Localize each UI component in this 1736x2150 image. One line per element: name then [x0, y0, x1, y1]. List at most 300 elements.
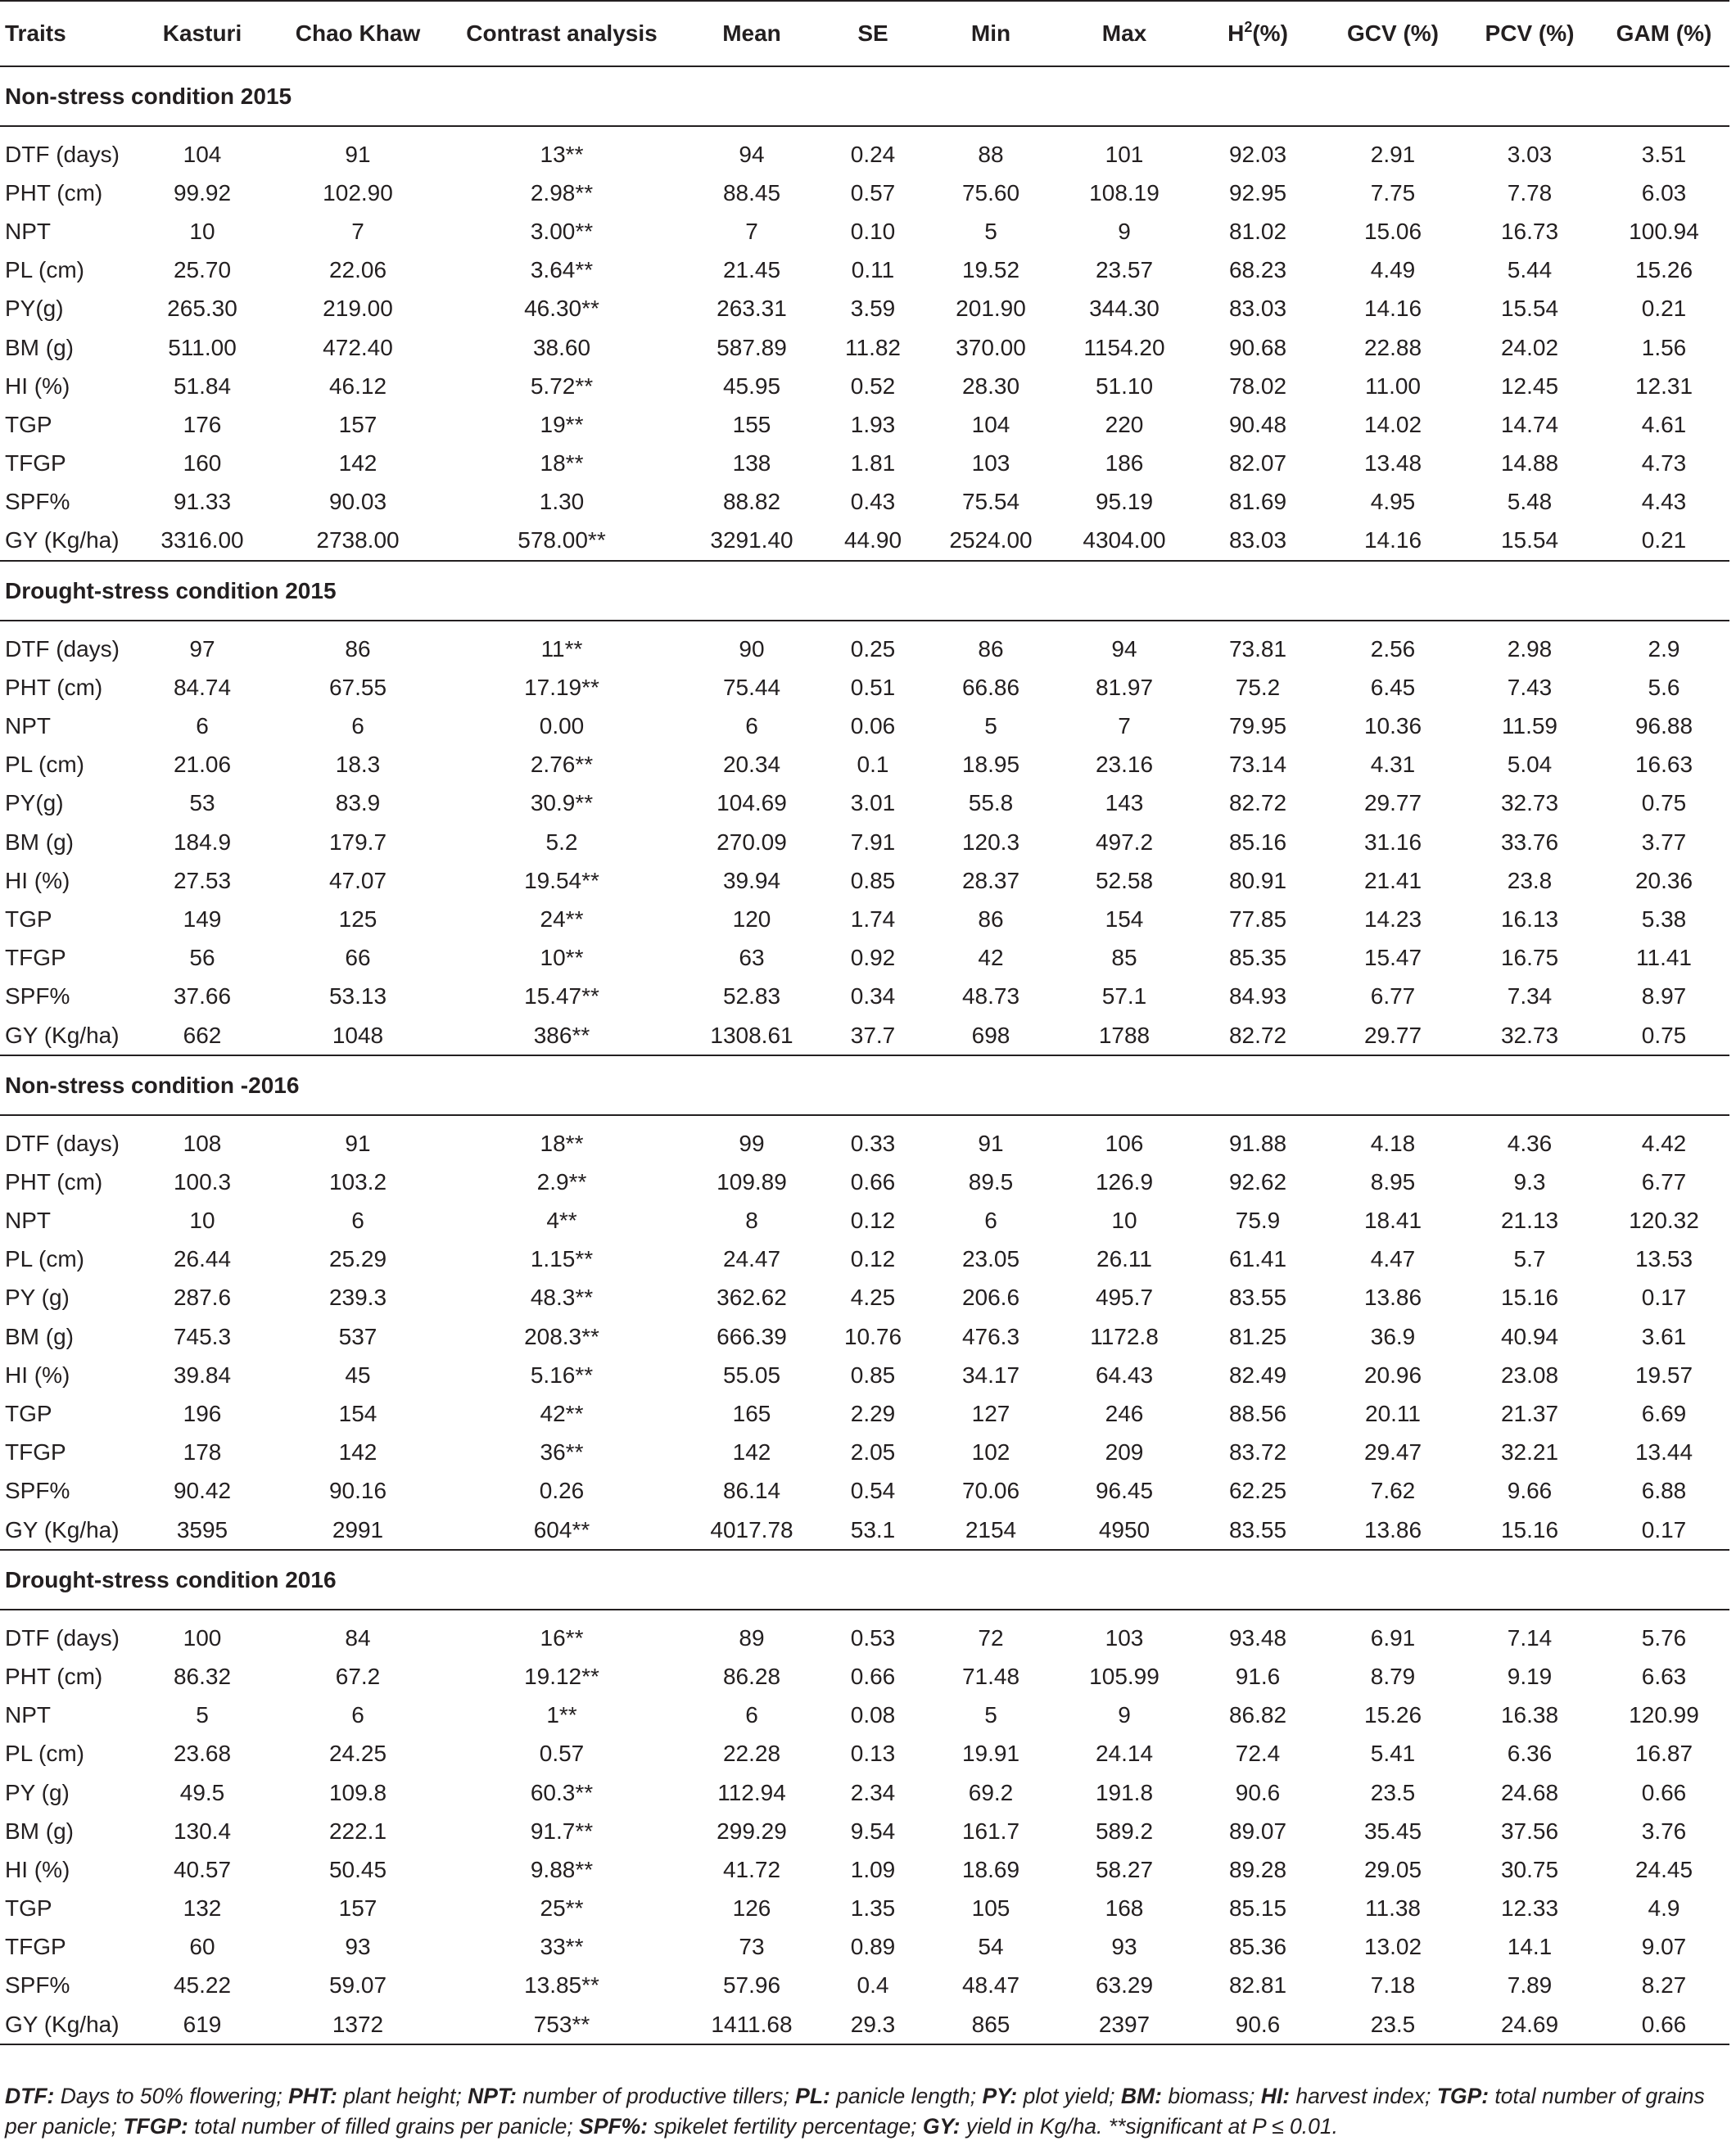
cell-se: 29.3 — [822, 2005, 924, 2044]
cell-se: 2.29 — [850, 1401, 896, 1427]
cell-gcv: 22.88 — [1363, 334, 1422, 360]
cell-min: 75.54 — [961, 489, 1020, 515]
table-row — [0, 126, 1729, 174]
cell-kasturi: 51.84 — [173, 373, 232, 399]
cell-max: 1788 — [1058, 1016, 1191, 1055]
table-row — [0, 784, 1729, 823]
footnote-definition: biomass; — [1161, 2084, 1261, 2108]
cell-kasturi: 265.30 — [167, 296, 237, 322]
cell-se: 10.76 — [843, 1323, 902, 1349]
cell-gcv: 13.86 — [1363, 1285, 1422, 1311]
cell-pcv: 12.33 — [1500, 1895, 1559, 1922]
cell-trait: PHT (cm) — [5, 674, 103, 700]
cell-gam: 13.53 — [1634, 1246, 1693, 1272]
cell-h2: 81.25 — [1228, 1323, 1287, 1349]
cell-max: 93 — [1111, 1934, 1137, 1960]
cell-se: 1.35 — [850, 1895, 896, 1922]
cell-mean: 270.09 — [717, 829, 787, 855]
cell-chao-khaw: 157 — [338, 411, 377, 437]
cell-max: 95.19 — [1095, 489, 1154, 515]
cell-gam: 12.31 — [1634, 373, 1693, 399]
cell-gcv: 5.41 — [1370, 1741, 1416, 1767]
cell-mean: 587.89 — [717, 334, 787, 360]
cell-kasturi: 160 — [183, 450, 222, 477]
header-gcv: GCV (%) — [1325, 1, 1461, 66]
header-traits: Traits — [0, 1, 131, 66]
cell-min: 2524.00 — [924, 522, 1058, 561]
cell-pcv: 7.78 — [1507, 179, 1553, 206]
cell-min: 104 — [971, 411, 1010, 437]
cell-gcv: 35.45 — [1363, 1818, 1422, 1844]
cell-contrast: 9.88** — [530, 1856, 594, 1882]
header-kasturi: Kasturi — [131, 1, 274, 66]
cell-pcv: 9.19 — [1507, 1663, 1553, 1689]
cell-kasturi: 27.53 — [173, 867, 232, 893]
table-row — [0, 405, 1729, 444]
cell-gcv: 13.86 — [1325, 1511, 1461, 1550]
table-row — [0, 1850, 1729, 1889]
cell-mean: 155 — [732, 411, 771, 437]
cell-chao-khaw: 59.07 — [328, 1972, 387, 1999]
cell-pcv: 30.75 — [1500, 1856, 1559, 1882]
table-row — [0, 1610, 1729, 1657]
cell-min: 86 — [978, 906, 1004, 932]
cell-h2: 89.07 — [1228, 1818, 1287, 1844]
cell-kasturi: 196 — [183, 1401, 222, 1427]
cell-h2: 80.91 — [1228, 867, 1287, 893]
cell-se: 1.09 — [850, 1856, 896, 1882]
cell-chao-khaw: 102.90 — [323, 179, 393, 206]
footnote-definition: spikelet fertility percentage; — [648, 2114, 923, 2139]
cell-trait: PL (cm) — [5, 752, 84, 778]
cell-gam: 4.61 — [1641, 411, 1687, 437]
section-header-row — [0, 1055, 1729, 1115]
cell-trait: BM (g) — [5, 334, 74, 360]
cell-chao-khaw: 93 — [345, 1934, 371, 1960]
cell-h2: 83.55 — [1191, 1511, 1325, 1550]
cell-gam: 6.77 — [1641, 1168, 1687, 1195]
cell-contrast: 60.3** — [530, 1779, 594, 1805]
cell-trait: GY (Kg/ha) — [0, 1016, 131, 1055]
cell-trait: TGP — [5, 411, 52, 437]
table-row — [0, 1016, 1729, 1055]
cell-gcv: 21.41 — [1363, 867, 1422, 893]
cell-se: 1.93 — [850, 411, 896, 437]
cell-chao-khaw: 219.00 — [323, 296, 393, 322]
cell-max: 81.97 — [1095, 674, 1154, 700]
cell-min: 42 — [978, 945, 1004, 971]
cell-se: 0.52 — [850, 373, 896, 399]
cell-chao-khaw: 537 — [338, 1323, 377, 1349]
cell-chao-khaw: 6 — [351, 713, 364, 739]
cell-max: 103 — [1105, 1624, 1144, 1651]
cell-min: 105 — [971, 1895, 1010, 1922]
cell-kasturi: 90.42 — [173, 1478, 232, 1504]
cell-chao-khaw: 1372 — [274, 2005, 442, 2044]
cell-pcv: 7.89 — [1507, 1972, 1553, 1999]
cell-max: 26.11 — [1096, 1246, 1152, 1272]
cell-max: 23.16 — [1095, 752, 1154, 778]
cell-trait: PY (g) — [5, 1285, 70, 1311]
cell-min: 18.95 — [961, 752, 1020, 778]
cell-gam: 120.32 — [1629, 1208, 1699, 1234]
cell-kasturi: 53 — [189, 790, 215, 816]
cell-contrast: 38.60 — [532, 334, 591, 360]
cell-contrast: 16** — [540, 1624, 584, 1651]
cell-gam: 6.69 — [1641, 1401, 1687, 1427]
cell-chao-khaw: 1048 — [274, 1016, 442, 1055]
cell-se: 3.01 — [850, 790, 896, 816]
cell-mean: 6 — [745, 1702, 758, 1728]
header-min: Min — [924, 1, 1058, 66]
cell-contrast: 11** — [540, 635, 583, 662]
cell-contrast: 386** — [442, 1016, 681, 1055]
cell-kasturi: 21.06 — [173, 752, 232, 778]
cell-gcv: 11.00 — [1365, 373, 1421, 399]
cell-mean: 89 — [739, 1624, 765, 1651]
cell-min: 127 — [971, 1401, 1010, 1427]
cell-kasturi: 176 — [183, 411, 222, 437]
cell-mean: 63 — [739, 945, 765, 971]
table-footnote — [5, 2081, 1729, 2142]
cell-kasturi: 745.3 — [173, 1323, 232, 1349]
footnote-term: SPF%: — [579, 2114, 649, 2139]
cell-gam: 0.17 — [1641, 1285, 1687, 1311]
footnote-definition: total number of grains per panicle; — [5, 2084, 1705, 2139]
cell-gcv: 15.26 — [1363, 1702, 1422, 1728]
cell-min: 28.30 — [961, 373, 1020, 399]
cell-trait: SPF% — [5, 983, 70, 1010]
cell-min: 48.73 — [961, 983, 1020, 1010]
table-row — [0, 1657, 1729, 1696]
cell-h2: 75.9 — [1235, 1208, 1281, 1234]
cell-trait: NPT — [5, 1702, 51, 1728]
cell-se: 0.4 — [857, 1972, 889, 1999]
cell-h2: 81.02 — [1228, 218, 1287, 244]
cell-min: 34.17 — [961, 1362, 1020, 1388]
cell-gam: 3.61 — [1641, 1323, 1687, 1349]
cell-gcv: 10.36 — [1363, 713, 1422, 739]
cell-trait: NPT — [5, 713, 51, 739]
table-row — [0, 1394, 1729, 1433]
table-row — [0, 328, 1729, 367]
cell-gcv: 11.38 — [1365, 1895, 1421, 1922]
cell-gcv: 29.77 — [1325, 1016, 1461, 1055]
cell-pcv: 24.69 — [1461, 2005, 1598, 2044]
cell-kasturi: 511.00 — [168, 334, 237, 360]
cell-min: 5 — [984, 713, 997, 739]
cell-gam: 4.42 — [1641, 1130, 1687, 1156]
cell-min: 18.69 — [961, 1856, 1020, 1882]
cell-pcv: 37.56 — [1500, 1818, 1559, 1844]
cell-h2: 82.81 — [1228, 1972, 1287, 1999]
cell-chao-khaw: 46.12 — [328, 373, 387, 399]
cell-gam: 3.76 — [1641, 1818, 1687, 1844]
table-row — [0, 1928, 1729, 1967]
header-h2-suffix: (%) — [1252, 20, 1288, 46]
cell-min: 70.06 — [961, 1478, 1020, 1504]
cell-gcv: 4.47 — [1370, 1246, 1416, 1272]
cell-gcv: 29.77 — [1363, 790, 1422, 816]
table-row — [0, 367, 1729, 405]
cell-se: 7.91 — [850, 829, 896, 855]
cell-mean: 39.94 — [722, 867, 781, 893]
cell-max: 344.30 — [1089, 296, 1160, 322]
cell-max: 4304.00 — [1058, 522, 1191, 561]
cell-max: 209 — [1105, 1439, 1144, 1466]
cell-pcv: 32.73 — [1500, 790, 1559, 816]
cell-h2: 82.72 — [1228, 790, 1287, 816]
cell-gam: 15.26 — [1634, 257, 1693, 283]
cell-contrast: 2.9** — [536, 1168, 587, 1195]
table-row — [0, 290, 1729, 328]
cell-se: 3.59 — [850, 296, 896, 322]
cell-trait: SPF% — [5, 1972, 70, 1999]
header-max: Max — [1058, 1, 1191, 66]
cell-mean: 57.96 — [722, 1972, 781, 1999]
cell-mean: 24.47 — [722, 1246, 781, 1272]
cell-chao-khaw: 222.1 — [328, 1818, 387, 1844]
cell-chao-khaw: 142 — [338, 1439, 377, 1466]
cell-h2: 81.69 — [1228, 489, 1287, 515]
cell-min: 66.86 — [961, 674, 1020, 700]
cell-se: 0.53 — [850, 1624, 896, 1651]
cell-gcv: 14.16 — [1363, 296, 1422, 322]
table-row — [0, 668, 1729, 707]
cell-kasturi: 132 — [183, 1895, 222, 1922]
cell-trait: DTF (days) — [5, 141, 120, 167]
cell-se: 0.85 — [850, 867, 896, 893]
cell-max: 154 — [1105, 906, 1144, 932]
cell-contrast: 24** — [540, 906, 584, 932]
table-row — [0, 1434, 1729, 1472]
cell-chao-khaw: 179.7 — [328, 829, 387, 855]
cell-max: 1154.20 — [1083, 334, 1165, 360]
table-row — [0, 251, 1729, 290]
cell-contrast: 36** — [540, 1439, 584, 1466]
cell-mean: 8 — [745, 1208, 758, 1234]
cell-gcv: 36.9 — [1370, 1323, 1416, 1349]
cell-se: 2.34 — [850, 1779, 896, 1805]
cell-contrast: 604** — [442, 1511, 681, 1550]
cell-gam: 0.17 — [1598, 1511, 1729, 1550]
table-row — [0, 1472, 1729, 1511]
table-row — [0, 746, 1729, 784]
cell-mean: 88.45 — [722, 179, 781, 206]
table-row — [0, 861, 1729, 900]
cell-mean: 21.45 — [722, 257, 781, 283]
cell-chao-khaw: 6 — [351, 1208, 364, 1234]
cell-pcv: 16.13 — [1500, 906, 1559, 932]
cell-kasturi: 662 — [131, 1016, 274, 1055]
cell-gcv: 18.41 — [1363, 1208, 1422, 1234]
cell-contrast: 3.00** — [530, 218, 594, 244]
cell-gam: 16.87 — [1634, 1741, 1693, 1767]
cell-trait: BM (g) — [5, 829, 74, 855]
cell-chao-khaw: 53.13 — [328, 983, 387, 1010]
cell-min: 19.52 — [961, 257, 1020, 283]
cell-mean: 73 — [739, 1934, 765, 1960]
cell-kasturi: 84.74 — [173, 674, 232, 700]
cell-contrast: 30.9** — [530, 790, 594, 816]
cell-gcv: 29.47 — [1363, 1439, 1422, 1466]
cell-contrast: 5.72** — [530, 373, 594, 399]
cell-pcv: 32.21 — [1500, 1439, 1559, 1466]
cell-contrast: 13** — [540, 141, 584, 167]
header-gam: GAM (%) — [1598, 1, 1729, 66]
cell-h2: 90.6 — [1191, 2005, 1325, 2044]
cell-pcv: 15.16 — [1461, 1511, 1598, 1550]
cell-gam: 8.27 — [1641, 1972, 1687, 1999]
cell-min: 23.05 — [961, 1246, 1020, 1272]
cell-gam: 19.57 — [1634, 1362, 1693, 1388]
footnote-definition: plant height; — [337, 2084, 468, 2108]
cell-gam: 0.66 — [1598, 2005, 1729, 2044]
cell-min: 2154 — [924, 1511, 1058, 1550]
cell-min: 102 — [971, 1439, 1010, 1466]
table-row — [0, 1696, 1729, 1735]
section-header-row — [0, 66, 1729, 126]
cell-se: 0.08 — [850, 1702, 896, 1728]
cell-pcv: 7.34 — [1507, 983, 1553, 1010]
cell-max: 191.8 — [1095, 1779, 1154, 1805]
cell-trait: PL (cm) — [5, 257, 84, 283]
table-row — [0, 1115, 1729, 1163]
cell-max: 168 — [1105, 1895, 1144, 1922]
cell-trait: HI (%) — [5, 373, 70, 399]
cell-mean: 112.94 — [717, 1779, 786, 1805]
cell-pcv: 2.98 — [1507, 635, 1553, 662]
cell-contrast: 5.2 — [545, 829, 578, 855]
cell-contrast: 4** — [546, 1208, 577, 1234]
cell-min: 54 — [978, 1934, 1004, 1960]
cell-se: 0.10 — [850, 218, 896, 244]
cell-trait: PL (cm) — [5, 1741, 84, 1767]
cell-gcv: 4.31 — [1370, 752, 1416, 778]
cell-pcv: 3.03 — [1507, 141, 1553, 167]
cell-min: 865 — [924, 2005, 1058, 2044]
cell-max: 63.29 — [1095, 1972, 1154, 1999]
cell-pcv: 6.36 — [1507, 1741, 1553, 1767]
cell-kasturi: 91.33 — [173, 489, 232, 515]
cell-kasturi: 86.32 — [173, 1663, 232, 1689]
cell-gcv: 8.95 — [1370, 1168, 1416, 1195]
cell-mean: 6 — [745, 713, 758, 739]
cell-pcv: 23.08 — [1500, 1362, 1559, 1388]
table-row — [0, 1163, 1729, 1201]
cell-trait: DTF (days) — [5, 1624, 120, 1651]
cell-chao-khaw: 2991 — [274, 1511, 442, 1550]
cell-h2: 91.6 — [1235, 1663, 1281, 1689]
cell-h2: 77.85 — [1228, 906, 1287, 932]
cell-gcv: 7.75 — [1370, 179, 1416, 206]
cell-mean: 7 — [745, 218, 758, 244]
cell-contrast: 0.00 — [539, 713, 585, 739]
cell-mean: 165 — [732, 1401, 771, 1427]
cell-max: 23.57 — [1095, 257, 1154, 283]
cell-min: 91 — [978, 1130, 1004, 1156]
cell-min: 476.3 — [961, 1323, 1020, 1349]
cell-gam: 2.9 — [1648, 635, 1680, 662]
cell-contrast: 15.47** — [524, 983, 599, 1010]
cell-min: 28.37 — [961, 867, 1020, 893]
cell-pcv: 4.36 — [1507, 1130, 1553, 1156]
cell-contrast: 0.26 — [539, 1478, 585, 1504]
cell-h2: 78.02 — [1228, 373, 1287, 399]
cell-min: 698 — [924, 1016, 1058, 1055]
cell-trait: PY(g) — [5, 790, 64, 816]
cell-gam: 100.94 — [1629, 218, 1699, 244]
cell-kasturi: 26.44 — [173, 1246, 232, 1272]
cell-trait: NPT — [5, 218, 51, 244]
cell-mean: 99 — [739, 1130, 765, 1156]
table-header — [0, 1, 1729, 66]
cell-h2: 85.35 — [1228, 945, 1287, 971]
cell-contrast: 48.3** — [530, 1285, 594, 1311]
cell-max: 2397 — [1058, 2005, 1191, 2044]
cell-h2: 61.41 — [1228, 1246, 1287, 1272]
cell-max: 589.2 — [1095, 1818, 1154, 1844]
cell-chao-khaw: 91 — [345, 141, 371, 167]
cell-pcv: 23.8 — [1507, 867, 1553, 893]
cell-pcv: 7.14 — [1507, 1624, 1553, 1651]
cell-se: 0.34 — [850, 983, 896, 1010]
cell-min: 88 — [978, 141, 1004, 167]
header-contrast-analysis: Contrast analysis — [442, 1, 681, 66]
cell-kasturi: 99.92 — [173, 179, 232, 206]
cell-pcv: 12.45 — [1500, 373, 1559, 399]
cell-kasturi: 108 — [183, 1130, 222, 1156]
table-row — [0, 2005, 1729, 2044]
cell-max: 85 — [1111, 945, 1137, 971]
cell-gcv: 4.49 — [1370, 257, 1416, 283]
cell-trait: TFGP — [5, 1439, 66, 1466]
cell-se: 0.51 — [850, 674, 896, 700]
cell-h2: 85.15 — [1228, 1895, 1287, 1922]
cell-gcv: 15.47 — [1363, 945, 1422, 971]
cell-chao-khaw: 90.03 — [328, 489, 387, 515]
cell-gam: 5.6 — [1648, 674, 1680, 700]
cell-chao-khaw: 67.2 — [335, 1663, 381, 1689]
cell-max: 64.43 — [1095, 1362, 1154, 1388]
cell-contrast: 1.15** — [530, 1246, 594, 1272]
header-h2-sup: 2 — [1244, 19, 1253, 35]
cell-contrast: 2.76** — [530, 752, 594, 778]
cell-pcv: 16.73 — [1500, 218, 1559, 244]
cell-chao-khaw: 24.25 — [328, 1741, 387, 1767]
cell-trait: HI (%) — [5, 867, 70, 893]
cell-h2: 86.82 — [1228, 1702, 1287, 1728]
cell-gam: 0.75 — [1598, 1016, 1729, 1055]
cell-pcv: 15.54 — [1461, 522, 1598, 561]
cell-h2: 85.36 — [1228, 1934, 1287, 1960]
header-row — [0, 1, 1729, 66]
table-row — [0, 1967, 1729, 2005]
cell-kasturi: 104 — [183, 141, 222, 167]
cell-pcv: 9.3 — [1513, 1168, 1546, 1195]
cell-contrast: 0.57 — [539, 1741, 585, 1767]
cell-pcv: 32.73 — [1461, 1016, 1598, 1055]
header-chao-khaw: Chao Khaw — [274, 1, 442, 66]
cell-mean: 666.39 — [717, 1323, 787, 1349]
cell-contrast: 1** — [546, 1702, 577, 1728]
cell-mean: 20.34 — [722, 752, 781, 778]
cell-trait: PL (cm) — [5, 1246, 84, 1272]
cell-max: 101 — [1105, 141, 1144, 167]
cell-gcv: 13.02 — [1363, 1934, 1422, 1960]
cell-gcv: 7.62 — [1370, 1478, 1416, 1504]
cell-se: 0.1 — [857, 752, 889, 778]
